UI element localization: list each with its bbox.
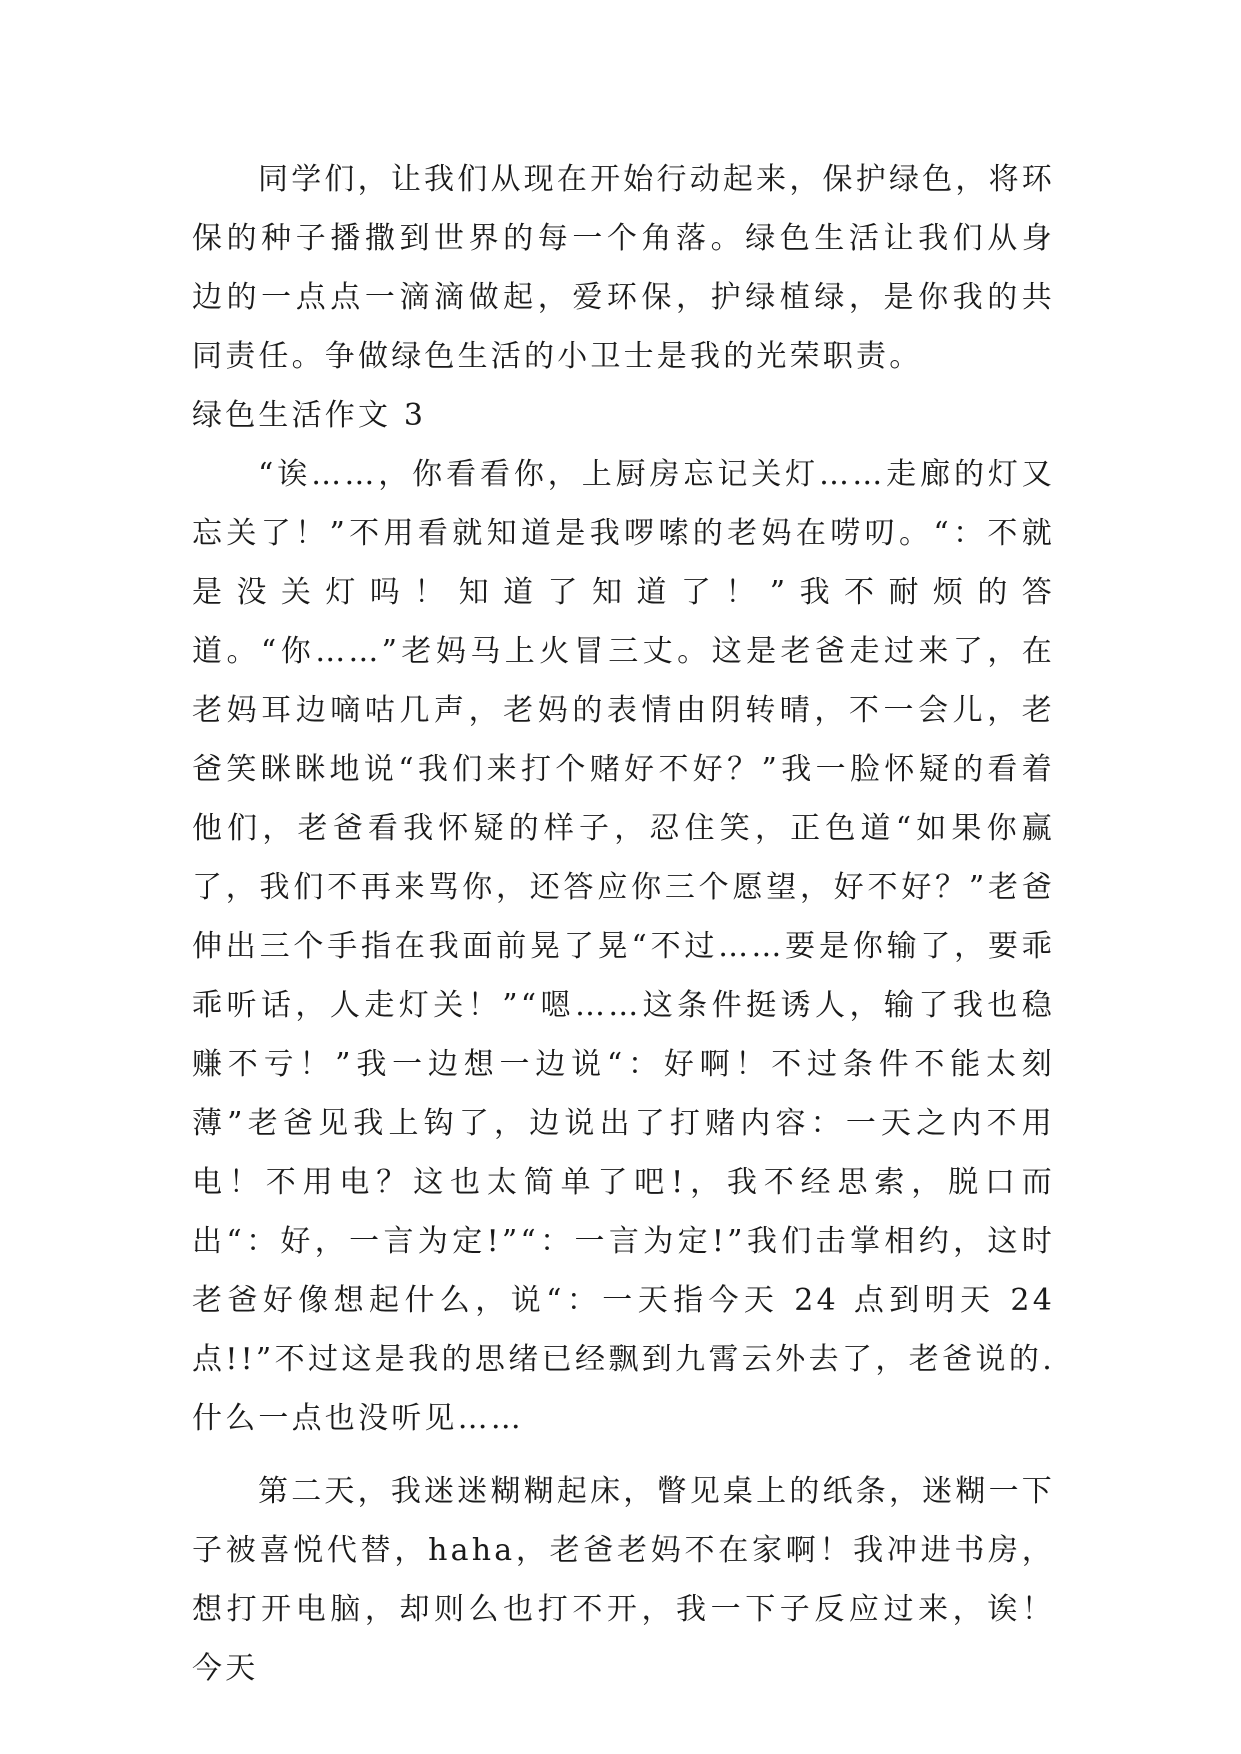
paragraph-next-day: 第二天，我迷迷糊糊起床，瞥见桌上的纸条，迷糊一下子被喜悦代替，haha，老爸老妈不在家啊！我冲进书房，想打开电脑，却则么也打不开，我一下子反应过来，诶！今天 xyxy=(192,1474,1055,1686)
essay-heading: 绿色生活作文 3 xyxy=(192,398,427,433)
document-page xyxy=(192,150,1055,1698)
paragraph-bet-story: “诶……，你看看你，上厨房忘记关灯……走廊的灯又忘关了！”不用看就知道是我啰嗦的老妈在唠叨。“：不就是没关灯吗！知道了知道了！”我不耐烦的答道。“你……”老妈马上火冒三丈。这是老爸走过来了，在老妈耳边嘀咕几声，老妈的表情由阴转晴，不一会儿，老爸笑眯眯地说“我们来打个赌好不好？”我一脸怀疑的看着他们，老爸看我怀疑的样子，忍住笑，正色道“如果你赢了，我们不再来骂你，还答应你三个愿望，好不好？”老爸伸出三个手指在我面前晃了晃“不过……要是你输了，要乖乖听话，人走灯关！”“嗯……这条件挺诱人，输了我也稳赚不亏！”我一边想一边说“：好啊！不过条件不能太刻薄”老爸见我上钩了，边说出了打赌内容：一天之内不用电！不用电？这也太简单了吧!，我不经思索，脱口而出“：好，一言为定!”“：一言为定!”我们击掌相约，这时老爸好像想起什么，说“：一天指今天 24 点到明天 24 点!!”不过这是我的思绪已经飘到九霄云外去了，老爸说的.什么一点也没听见…… xyxy=(192,457,1055,1436)
paragraph-closing: 同学们，让我们从现在开始行动起来，保护绿色，将环保的种子播撒到世界的每一个角落。绿色生活让我们从身边的一点点一滴滴做起，爱环保，护绿植绿，是你我的共同责任。争做绿色生活的小卫士是我的光荣职责。 xyxy=(192,162,1055,374)
